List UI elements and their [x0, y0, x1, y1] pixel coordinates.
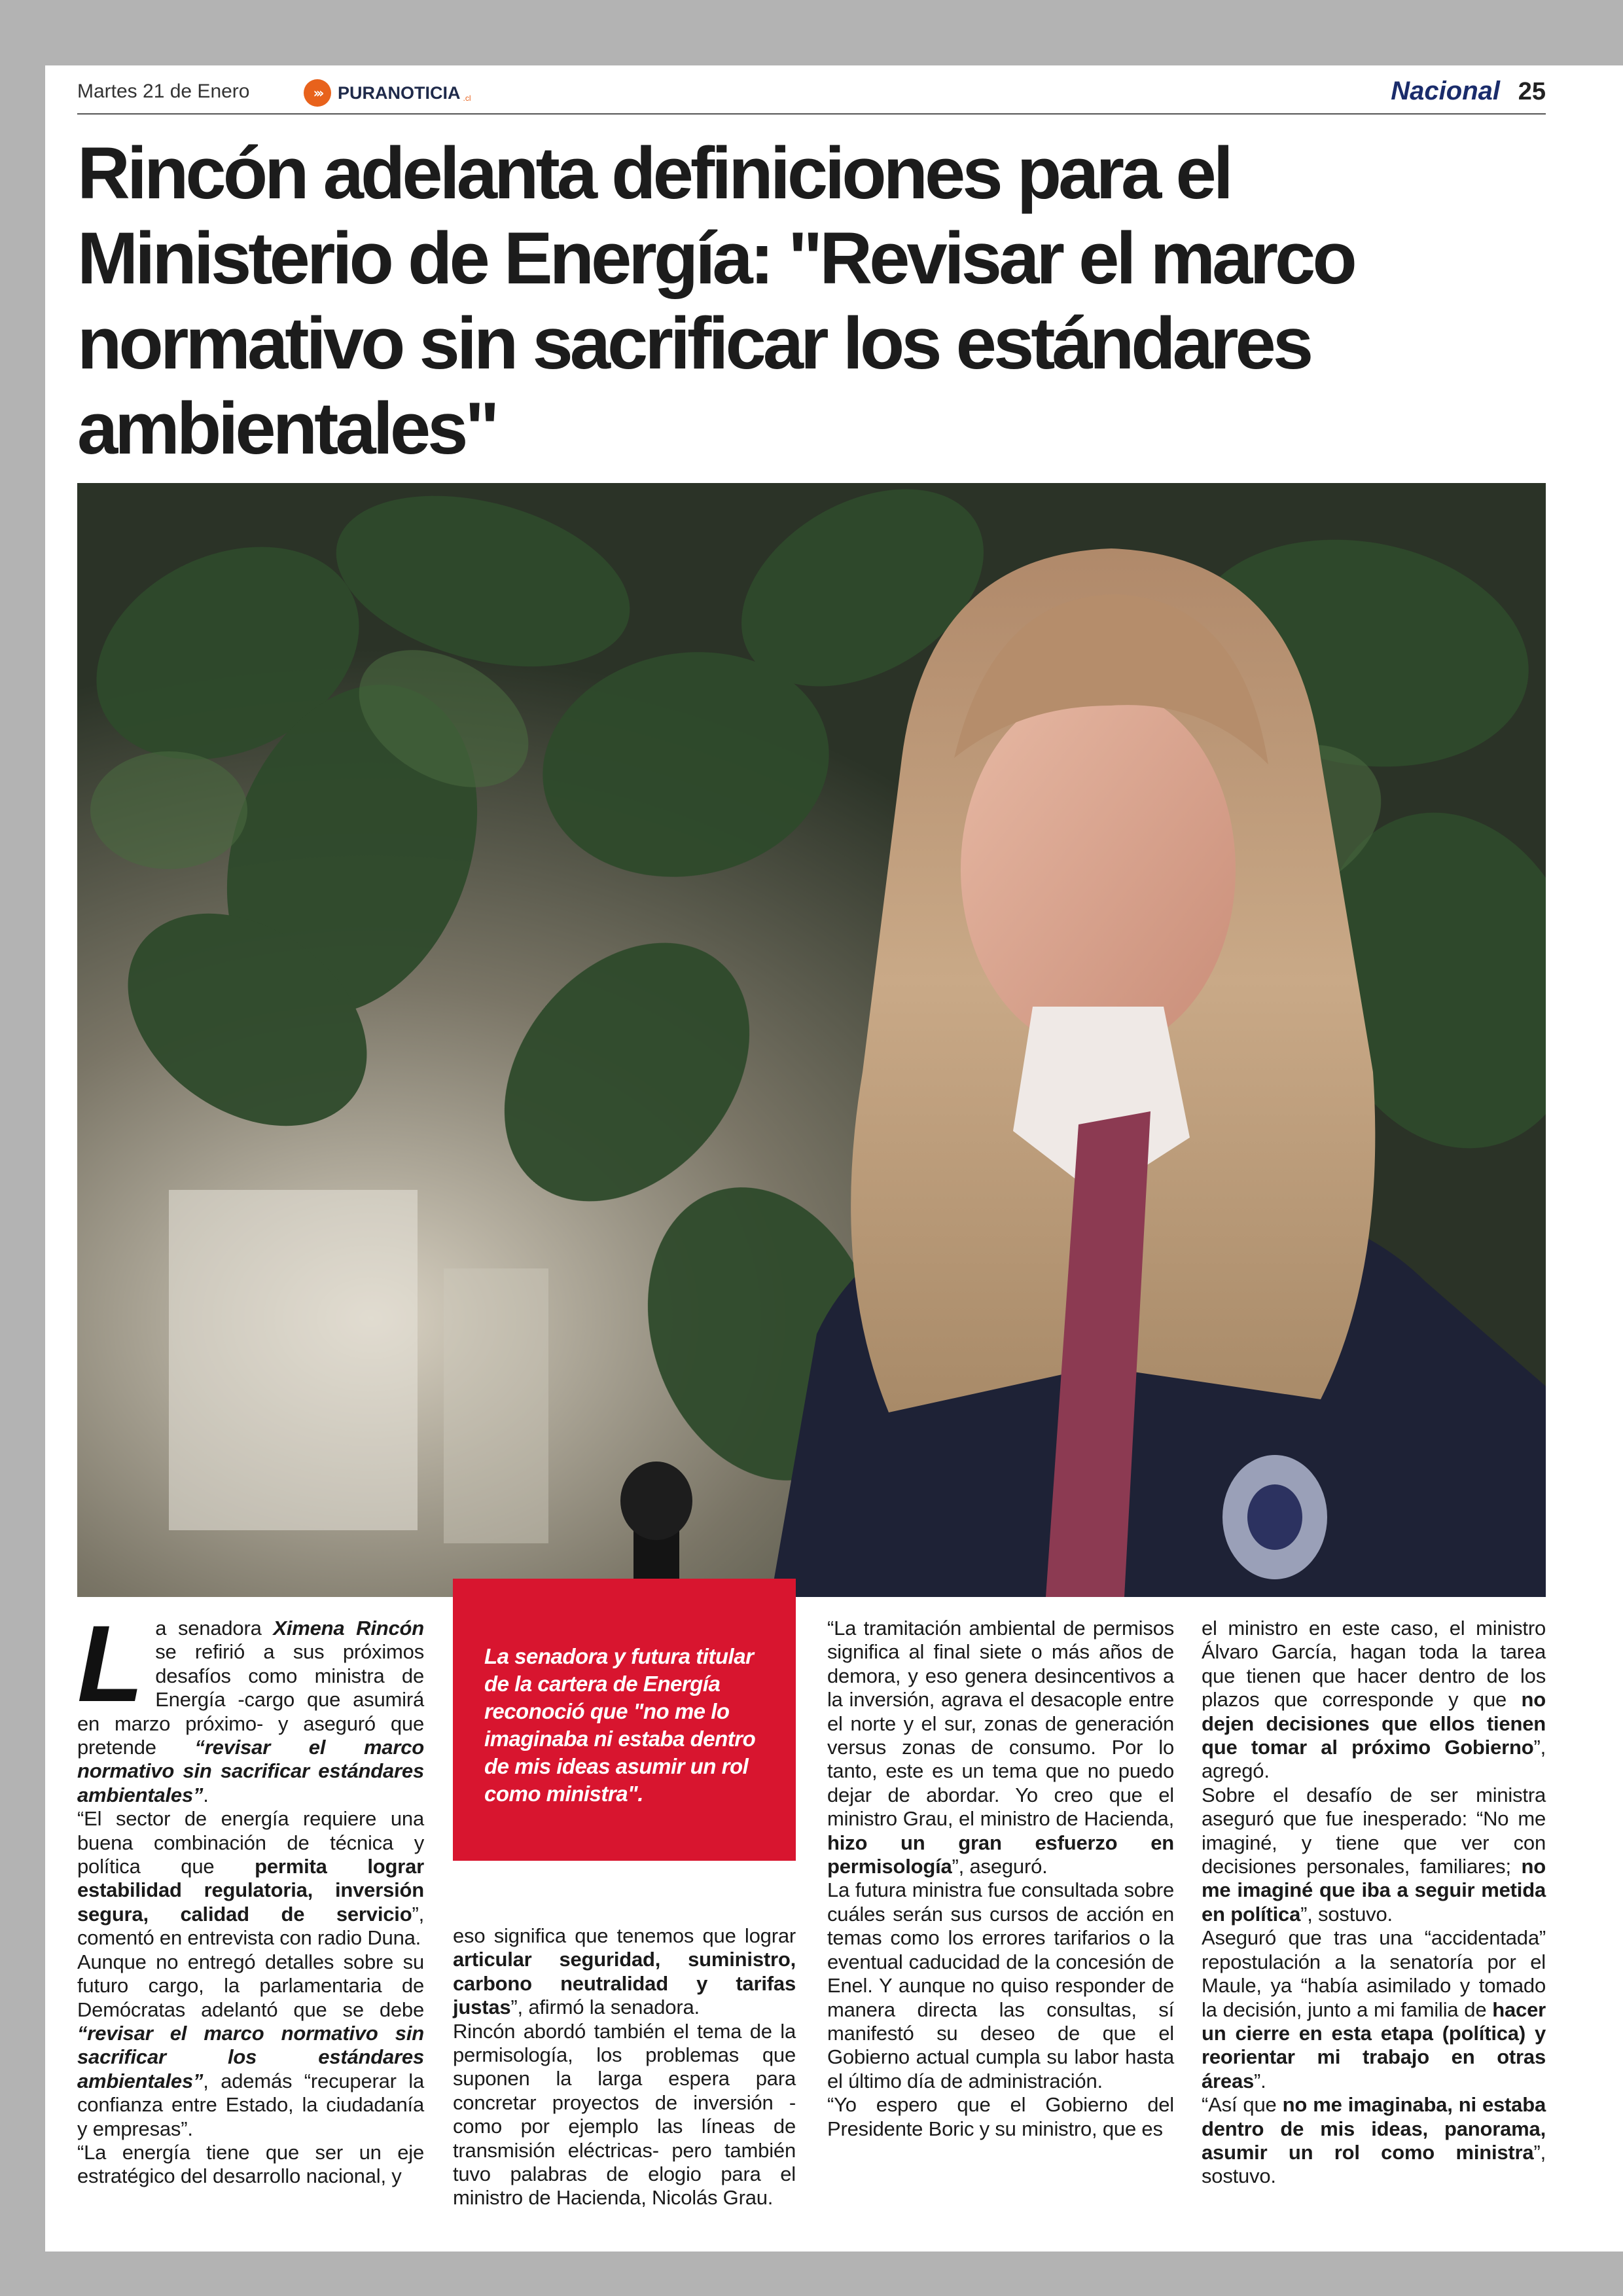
column-text	[453, 1924, 796, 2210]
body-text: se refirió a sus próximos desafíos como ministra de Energía -cargo que asumirá en marzo próximo- y aseguró que pretende	[77, 1640, 424, 1759]
logo-arrows-icon: ›››	[304, 79, 331, 107]
body-text: Rincón abordó también el tema de la permisología, los problemas que suponen la larga espera para concretar proyectos de inversión -como por ejemplo las líneas de transmisión eléctricas- pero también tuvo palabras de elogio para el ministro de Hacienda, Nicolás Grau.	[453, 2019, 796, 2210]
body-text: Sobre el desafío de ser ministra aseguró que fue inesperado: “No me imaginé, y tiene que ver con decisiones personales, familiares;	[1202, 1783, 1546, 1878]
article-paragraph	[77, 1950, 424, 2141]
emphasis-text: no dejen decisiones que ellos tienen que tomar al próximo Gobierno	[1202, 1688, 1546, 1759]
emphasis-text: Ximena Rincón	[273, 1617, 424, 1640]
emphasis-text: no me imaginaba, ni estaba dentro de mis ideas, panorama, asumir un rol como ministra	[1202, 2093, 1546, 2164]
body-text: ”, sostuvo.	[1202, 2140, 1546, 2188]
body-text: Aseguró que tras una “accidentada” repostulación a la senatoría por el Maule, ya “había asimilado y tomado la decisión, junto a mi familia de	[1202, 1926, 1546, 2021]
article-paragraph	[77, 2141, 424, 2189]
article-paragraph	[827, 1878, 1174, 2093]
column-text	[827, 1617, 1174, 2141]
body-text: a senadora	[155, 1617, 274, 1640]
body-text: ”, sostuvo.	[1300, 1902, 1393, 1926]
article-column-3	[827, 1617, 1174, 2141]
body-text: ”, agregó.	[1202, 1736, 1546, 1783]
logo-text: PURANOTICIA	[338, 82, 461, 103]
article-paragraph	[1202, 1926, 1546, 2093]
body-text: ”, aseguró.	[952, 1855, 1048, 1878]
article-column-4	[1202, 1617, 1546, 2189]
body-text: “El sector de energía requiere una buena combinación de técnica y política que	[77, 1807, 424, 1878]
header-rule	[77, 113, 1546, 115]
body-text: “La energía tiene que ser un eje estratégico del desarrollo nacional, y	[77, 2140, 424, 2188]
pull-quote-box	[453, 1579, 796, 1861]
article-paragraph	[1202, 1617, 1546, 1784]
body-text: ”, afirmó la senadora.	[510, 1996, 700, 2019]
article-paragraph	[1202, 2093, 1546, 2189]
body-text: .	[203, 1783, 209, 1806]
page-header	[77, 75, 1546, 116]
body-text: “Así que	[1202, 2093, 1283, 2117]
issue-date: Martes 21 de Enero	[77, 81, 250, 102]
emphasis-text: “revisar el marco normativo sin sacrificar estándares ambientales”	[77, 1736, 424, 1806]
article-paragraph	[1202, 1784, 1546, 1926]
section-name: Nacional	[1391, 77, 1500, 105]
article-column-2	[453, 1924, 796, 2210]
pull-quote: La senadora y futura titular de la cartera de Energía reconoció que "no me lo imaginaba ni estaba dentro de mis ideas asumir un rol como ministra".	[484, 1644, 756, 1806]
article-paragraph	[77, 1807, 424, 1950]
article-headline: Rincón adelanta definiciones para el Ministerio de Energía: "Revisar el marco normativo sin sacrificar los estándares ambientales"	[77, 132, 1354, 469]
logo-suffix: .cl	[463, 94, 471, 103]
puranoticia-logo	[304, 78, 471, 108]
article-paragraph	[453, 1924, 796, 2020]
article-column-1	[77, 1604, 424, 2189]
emphasis-text: hacer un cierre en esta etapa (política) y reorientar mi trabajo en otras áreas	[1202, 1998, 1546, 2092]
body-text: “Yo espero que el Gobierno del Presidente Boric y su ministro, que es	[827, 2093, 1174, 2140]
body-text: eso significa que tenemos que lograr	[453, 1924, 796, 1947]
article-photo	[77, 483, 1546, 1597]
body-text: el ministro en este caso, el ministro Álvaro García, hagan toda la tarea que tienen que hacer dentro de los plazos que corresponde y que	[1202, 1617, 1546, 1712]
body-text: ”.	[1254, 2069, 1266, 2092]
column-text	[1202, 1617, 1546, 2189]
body-text: La futura ministra fue consultada sobre cuáles serán sus cursos de acción en temas como los errores tarifarios o la eventual caducidad de la concesión de Enel. Y aunque no quiso responder de manera directa las consultas, sí manifestó su deseo de que el Gobierno actual cumpla su labor hasta el último día de administración.	[827, 1878, 1174, 2092]
emphasis-text: articular seguridad, suministro, carbono neutralidad y tarifas justas	[453, 1948, 796, 2019]
drop-cap: L	[77, 1604, 144, 1725]
emphasis-text: no me imaginé que iba a seguir metida en política	[1202, 1855, 1546, 1926]
emphasis-text: hizo un gran esfuerzo en permisología	[827, 1831, 1174, 1878]
article-paragraph	[453, 2020, 796, 2210]
body-text: Aunque no entregó detalles sobre su futuro cargo, la parlamentaria de Demócratas adelantó que se debe	[77, 1950, 424, 2021]
article-paragraph	[827, 1617, 1174, 1878]
page-number: 25	[1518, 78, 1546, 105]
emphasis-text: permita lograr estabilidad regulatoria, inversión segura, calidad de servicio	[77, 1855, 424, 1926]
body-text: , además “recuperar la confianza entre Estado, la ciudadanía y empresas”.	[77, 2069, 424, 2140]
photo-illustration	[77, 483, 1546, 1597]
body-text: ”, comentó en entrevista con radio Duna.	[77, 1902, 424, 1950]
article-paragraph	[827, 2093, 1174, 2141]
body-text: “La tramitación ambiental de permisos significa al final siete o más años de demora, y eso genera desincentivos a la inversión, agrava el desacople entre el norte y el sur, zonas de generación versus zonas de consumo. Por lo tanto, este es un tema que no puedo dejar de abordar. Yo creo que el ministro Grau, el ministro de Hacienda,	[827, 1617, 1174, 1831]
emphasis-text: “revisar el marco normativo sin sacrificar los estándares ambientales”	[77, 2021, 424, 2092]
